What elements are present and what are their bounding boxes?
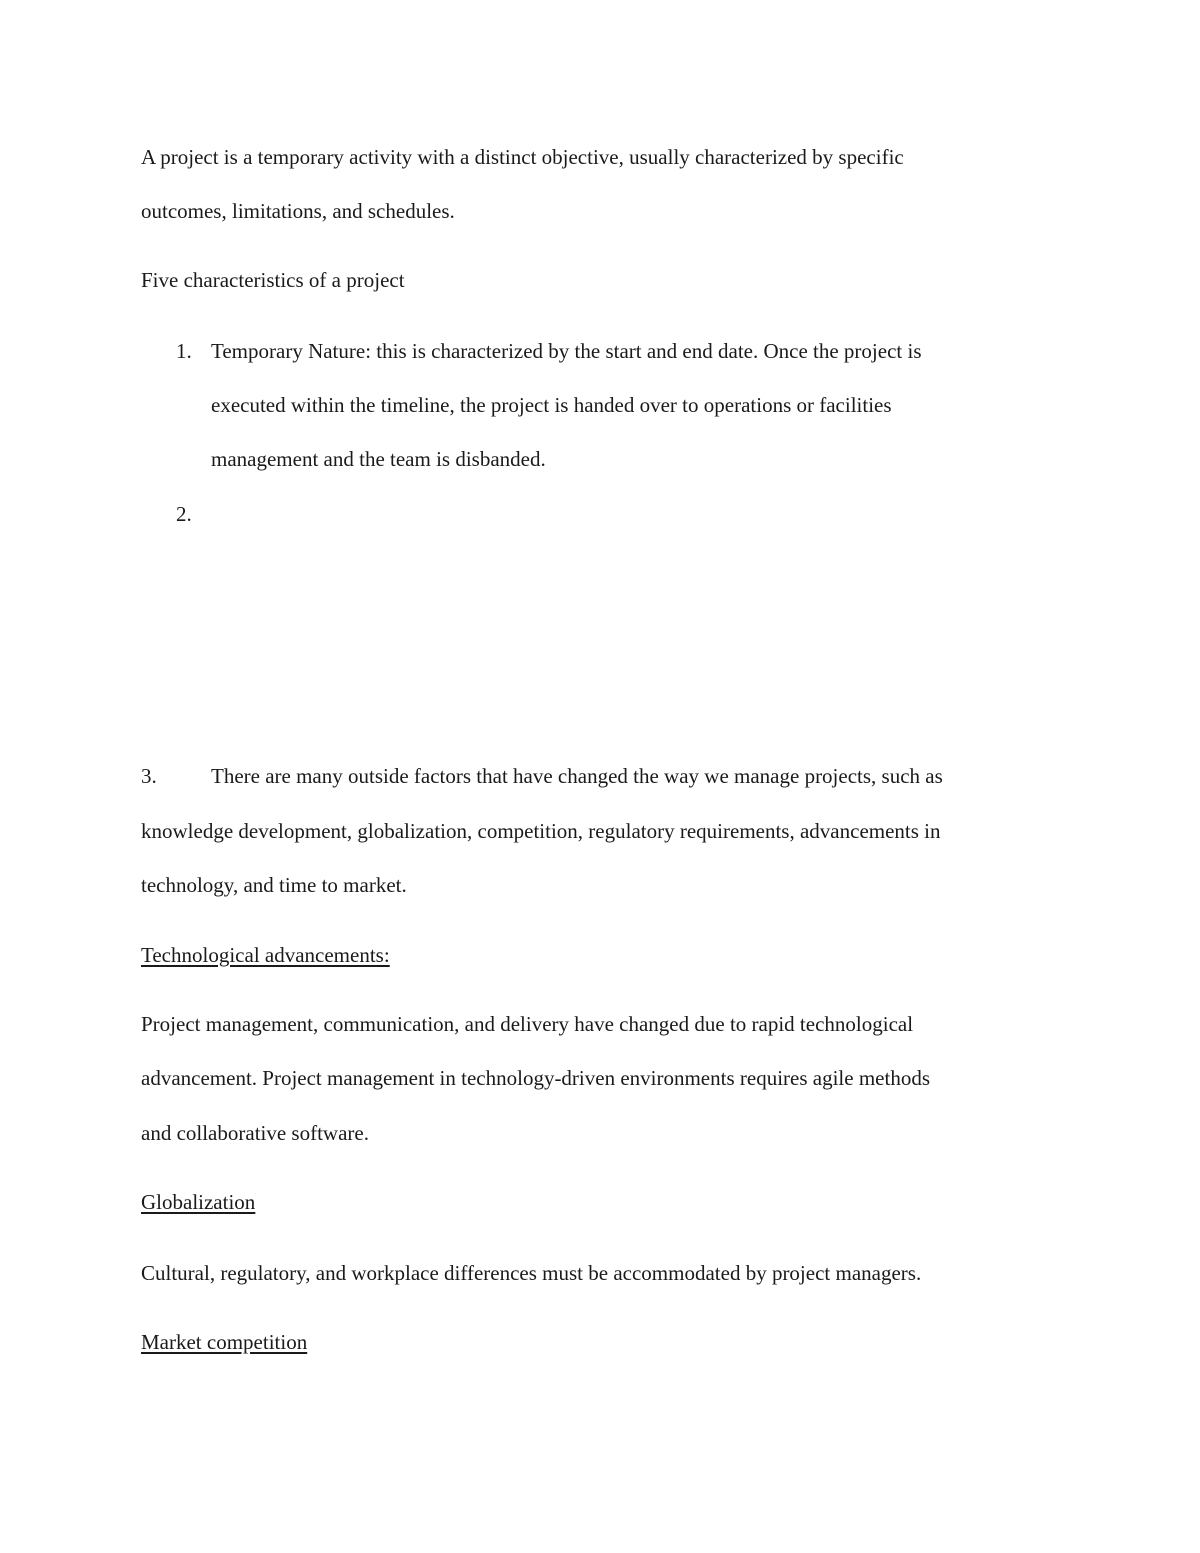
section-3-number: 3. — [141, 764, 157, 788]
tech-line-1: Project management, communication, and delivery have changed due to rapid technological — [141, 1012, 914, 1036]
globalization-heading: Globalization — [141, 1190, 256, 1214]
characteristics-heading: Five characteristics of a project — [141, 268, 405, 292]
tech-line-2: advancement. Project management in technology-driven environments requires agile methods — [141, 1066, 930, 1090]
list-item-2-number: 2. — [176, 502, 192, 526]
section-3-line-3: technology, and time to market. — [141, 873, 407, 897]
tech-line-3: and collaborative software. — [141, 1121, 369, 1145]
list-item-1-line-1: Temporary Nature: this is characterized by the start and end date. Once the project is — [211, 339, 922, 363]
globalization-line-1: Cultural, regulatory, and workplace differences must be accommodated by project managers. — [141, 1261, 922, 1285]
intro-line-1: A project is a temporary activity with a distinct objective, usually characterized by specific — [141, 145, 904, 169]
list-item-1-line-2: executed within the timeline, the project is handed over to operations or facilities — [211, 393, 892, 417]
tech-heading: Technological advancements: — [141, 943, 390, 967]
list-item-1-number: 1. — [176, 339, 192, 363]
section-3-line-1: There are many outside factors that have changed the way we manage projects, such as — [211, 764, 943, 788]
list-item-1-line-3: management and the team is disbanded. — [211, 447, 546, 471]
market-competition-heading: Market competition — [141, 1330, 308, 1354]
section-3-line-2: knowledge development, globalization, competition, regulatory requirements, advancements in — [141, 819, 941, 843]
intro-line-2: outcomes, limitations, and schedules. — [141, 199, 455, 223]
